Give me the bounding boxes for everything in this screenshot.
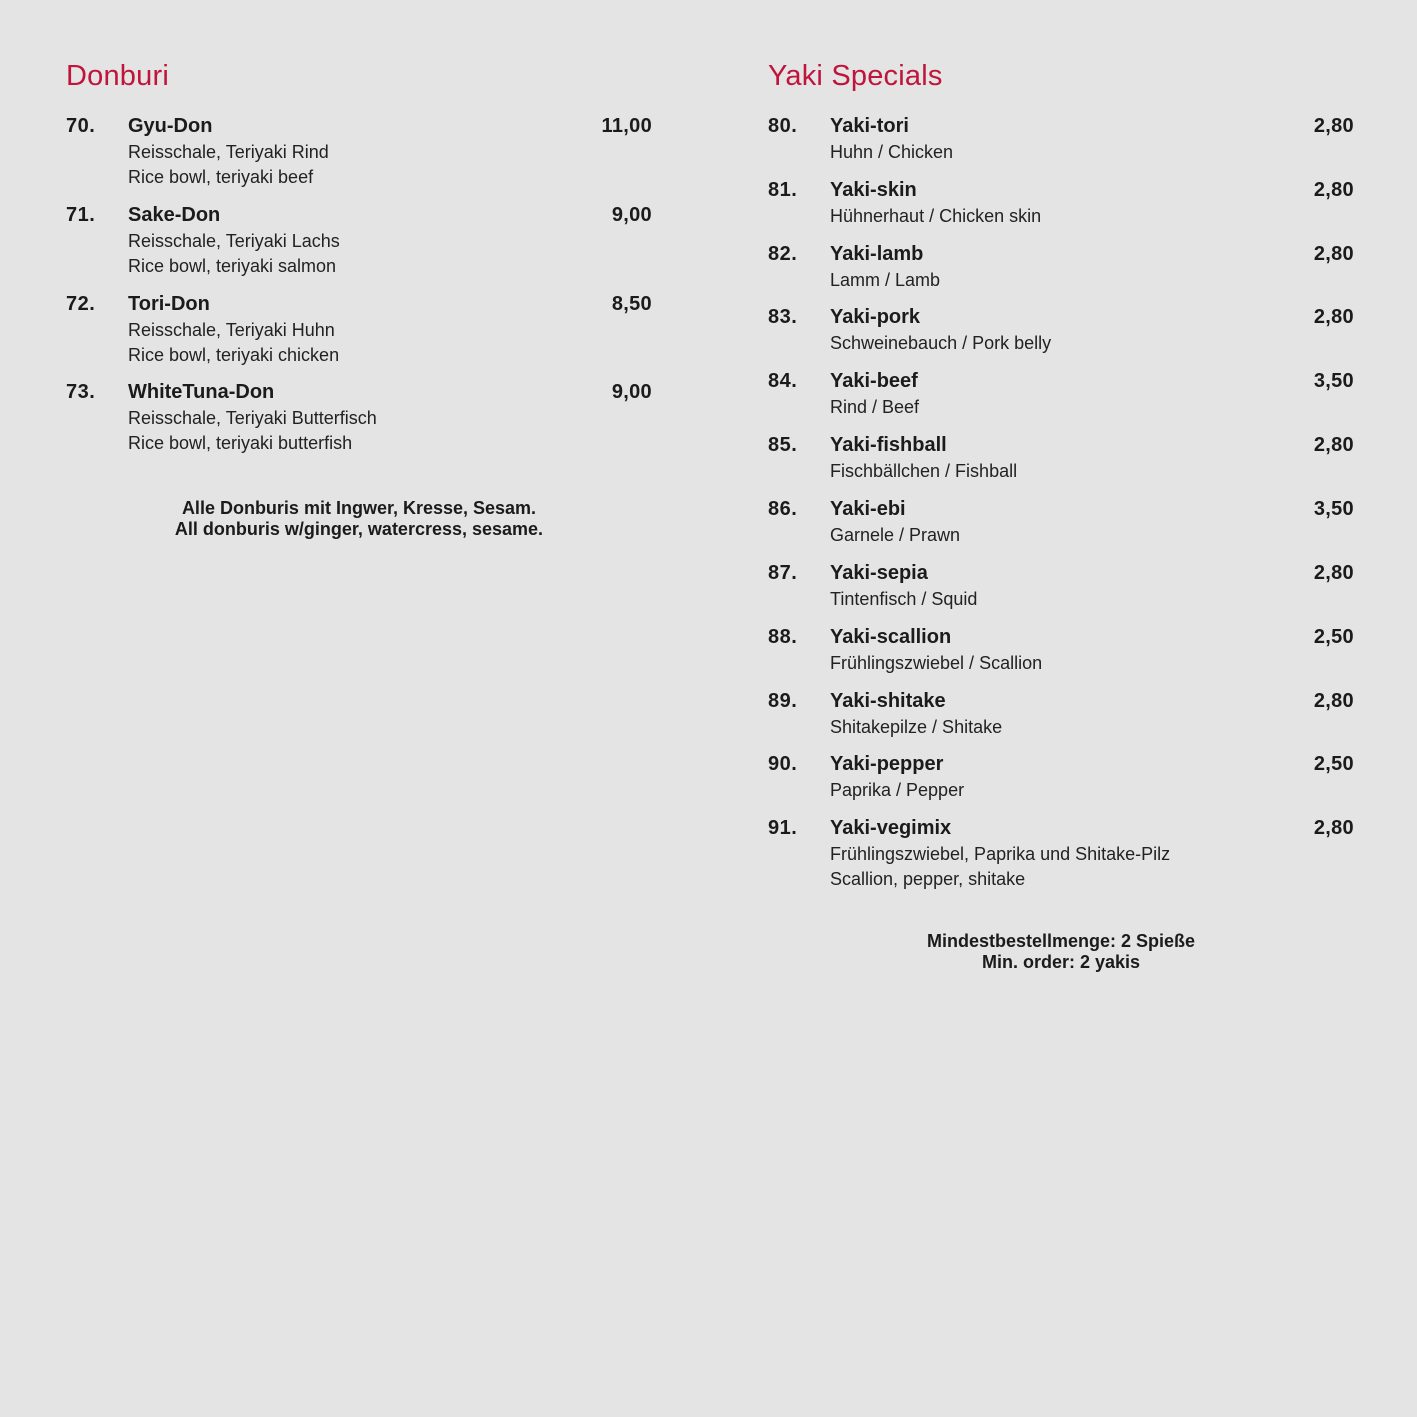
item-description-en: Rice bowl, teriyaki beef	[128, 167, 314, 187]
item-name: WhiteTuna-Don	[128, 381, 275, 403]
item-description: Rind / Beef	[830, 397, 920, 417]
item-description-en: Rice bowl, teriyaki chicken	[128, 345, 340, 365]
item-number: 88.	[768, 626, 798, 648]
item-description-en: Scallion, pepper, shitake	[830, 869, 1026, 889]
yaki-section-title: Yaki Specials	[768, 60, 943, 92]
item-name: Yaki-fishball	[830, 434, 947, 456]
item-number: 91.	[768, 817, 798, 839]
yaki-note-de: Mindestbestellmenge: 2 Spieße	[926, 931, 1196, 951]
item-description-de: Reisschale, Teriyaki Lachs	[128, 231, 340, 251]
item-name: Yaki-vegimix	[830, 817, 952, 839]
item-price: 2,80	[1313, 179, 1354, 201]
item-description-de: Reisschale, Teriyaki Huhn	[128, 320, 335, 340]
item-price: 2,80	[1313, 690, 1354, 712]
item-name: Yaki-lamb	[830, 243, 924, 265]
item-number: 90.	[768, 753, 798, 775]
item-number: 81.	[768, 179, 798, 201]
item-description-de: Reisschale, Teriyaki Rind	[128, 142, 329, 162]
item-price: 2,80	[1313, 115, 1354, 137]
item-description-en: Rice bowl, teriyaki salmon	[128, 256, 337, 276]
item-price: 8,50	[611, 293, 652, 315]
yaki-note-en: Min. order: 2 yakis	[981, 952, 1141, 972]
item-name: Yaki-pork	[830, 306, 921, 328]
item-number: 72.	[66, 293, 96, 315]
item-price: 2,50	[1313, 626, 1354, 648]
item-price: 2,80	[1313, 817, 1354, 839]
item-price: 2,80	[1313, 434, 1354, 456]
item-description: Shitakepilze / Shitake	[830, 717, 1003, 737]
item-price: 11,00	[601, 115, 652, 137]
item-description: Huhn / Chicken	[830, 142, 954, 162]
item-number: 86.	[768, 498, 798, 520]
item-description: Garnele / Prawn	[830, 525, 961, 545]
item-price: 2,80	[1313, 243, 1354, 265]
item-name: Yaki-beef	[830, 370, 918, 392]
item-description-de: Frühlingszwiebel, Paprika und Shitake-Pilz	[830, 844, 1171, 864]
item-description: Frühlingszwiebel / Scallion	[830, 653, 1043, 673]
item-name: Yaki-skin	[830, 179, 917, 201]
item-price: 2,50	[1313, 753, 1354, 775]
item-price: 2,80	[1313, 562, 1354, 584]
item-description: Paprika / Pepper	[830, 780, 965, 800]
item-number: 82.	[768, 243, 798, 265]
donburi-note-de: Alle Donburis mit Ingwer, Kresse, Sesam.	[181, 498, 537, 518]
item-description: Schweinebauch / Pork belly	[830, 333, 1052, 353]
item-number: 71.	[66, 204, 96, 226]
item-description-de: Reisschale, Teriyaki Butterfisch	[128, 408, 377, 428]
item-name: Yaki-scallion	[830, 626, 952, 648]
item-description: Hühnerhaut / Chicken skin	[830, 206, 1042, 226]
item-description: Tintenfisch / Squid	[830, 589, 978, 609]
item-name: Yaki-ebi	[830, 498, 906, 520]
item-number: 70.	[66, 115, 96, 137]
item-price: 9,00	[611, 204, 652, 226]
item-number: 84.	[768, 370, 798, 392]
item-name: Yaki-pepper	[830, 753, 944, 775]
item-number: 73.	[66, 381, 96, 403]
item-price: 9,00	[611, 381, 652, 403]
item-description: Lamm / Lamb	[830, 270, 941, 290]
item-name: Yaki-shitake	[830, 690, 946, 712]
item-number: 80.	[768, 115, 798, 137]
item-description-en: Rice bowl, teriyaki butterfish	[128, 433, 353, 453]
item-number: 87.	[768, 562, 798, 584]
item-name: Tori-Don	[128, 293, 210, 315]
item-price: 3,50	[1313, 498, 1354, 520]
item-name: Yaki-sepia	[830, 562, 928, 584]
item-name: Sake-Don	[128, 204, 221, 226]
item-name: Gyu-Don	[128, 115, 213, 137]
item-number: 85.	[768, 434, 798, 456]
donburi-note	[66, 498, 652, 540]
donburi-note-en: All donburis w/ginger, watercress, sesame.	[174, 519, 544, 539]
item-description: Fischbällchen / Fishball	[830, 461, 1018, 481]
item-price: 3,50	[1313, 370, 1354, 392]
item-price: 2,80	[1313, 306, 1354, 328]
item-name: Yaki-tori	[830, 115, 909, 137]
donburi-section-title: Donburi	[66, 60, 169, 92]
item-number: 83.	[768, 306, 798, 328]
yaki-note	[768, 931, 1354, 973]
item-number: 89.	[768, 690, 798, 712]
